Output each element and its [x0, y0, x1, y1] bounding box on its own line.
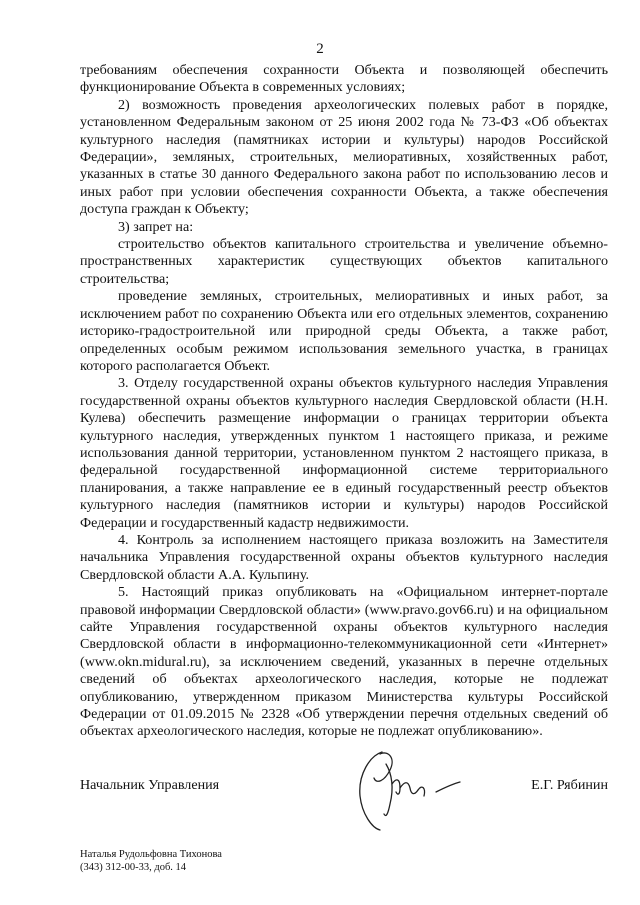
paragraph-item-2: 2) возможность проведения археологических полевых работ в порядке, установленном Федеральным законом от 25 июня 2002 года № 73-ФЗ «Об объектах культурного наследия (памятниках истории и культуры) народов Российской Федерации», земляных, строительных, мелиоративных, хозяйственных работ, указанных в статье 30 данного Федерального закона работ по использованию лесов и иных работ при условии обеспечения сохранности Объекта, а также обеспечения доступа граждан к Объекту; — [80, 96, 608, 218]
paragraph-ban-works: проведение земляных, строительных, мелиоративных и иных работ, за исключением работ по сохранению Объекта или его отдельных элементов, сохранению историко-градостроительной или природной среды Объекта, а также работ, определенных особым режимом использования земельного участка, в границах которого располагается Объект. — [80, 288, 608, 374]
footer-contact — [80, 848, 222, 874]
signatory-role: Начальник Управления — [80, 777, 220, 793]
paragraph-point-3: 3. Отделу государственной охраны объектов культурного наследия Управления государственной охраны объектов культурного наследия Свердловской области (Н.Н. Кулева) обеспечить размещение информации о границах территории объекта культурного наследия, утвержденных пунктом 1 настоящего приказа, и режиме использования данной территории, установленном пунктом 2 настоящего приказа, в федеральной государственной информационной системе территориального планирования, а также направление ее в единый государственный реестр объектов культурного наследия (памятников истории и культуры) народов Российской Федерации и государственный кадастр недвижимости. — [80, 375, 608, 531]
contact-phone: (343) 312-00-33, доб. 14 — [80, 862, 187, 873]
signature-block — [80, 776, 608, 796]
document-body — [80, 62, 608, 741]
paragraph-point-4: 4. Контроль за исполнением настоящего приказа возложить на Заместителя начальника Управления государственной охраны объектов культурного наследия Свердловской области А.А. Кульпину. — [80, 531, 608, 583]
paragraph-continuation: требованиям обеспечения сохранности Объекта и позволяющей обеспечить функционирование Объекта в современных условиях; — [80, 62, 608, 96]
page-number: 2 — [316, 41, 324, 57]
paragraph-ban-construction: строительство объектов капитального строительства и увеличение объемно-пространственных характеристик существующих объектов капитального строительства; — [80, 236, 608, 287]
contact-name: Наталья Рудольфовна Тихонова — [80, 849, 222, 860]
signatory-name: Е.Г. Рябинин — [531, 777, 608, 793]
paragraph-item-3: 3) запрет на: — [118, 218, 194, 235]
paragraph-point-5: 5. Настоящий приказ опубликовать на «Официальном интернет-портале правовой информации Свердловской области» (www.pravo.gov66.ru) и на официальном сайте Управления государственной охраны объектов культурного наследия Свердловской области в информационно-телекоммуникационной сети «Интернет» (www.okn.midural.ru), за исключением сведений, указанных в перечне отдельных сведений об объектах археологического наследия, которые не подлежат опубликованию, утвержденном приказом Министерства культуры Российской Федерации от 01.09.2015 № 2328 «Об утверждении перечня отдельных сведений об объектах археологического наследия, которые не подлежат опубликованию». — [80, 584, 608, 740]
